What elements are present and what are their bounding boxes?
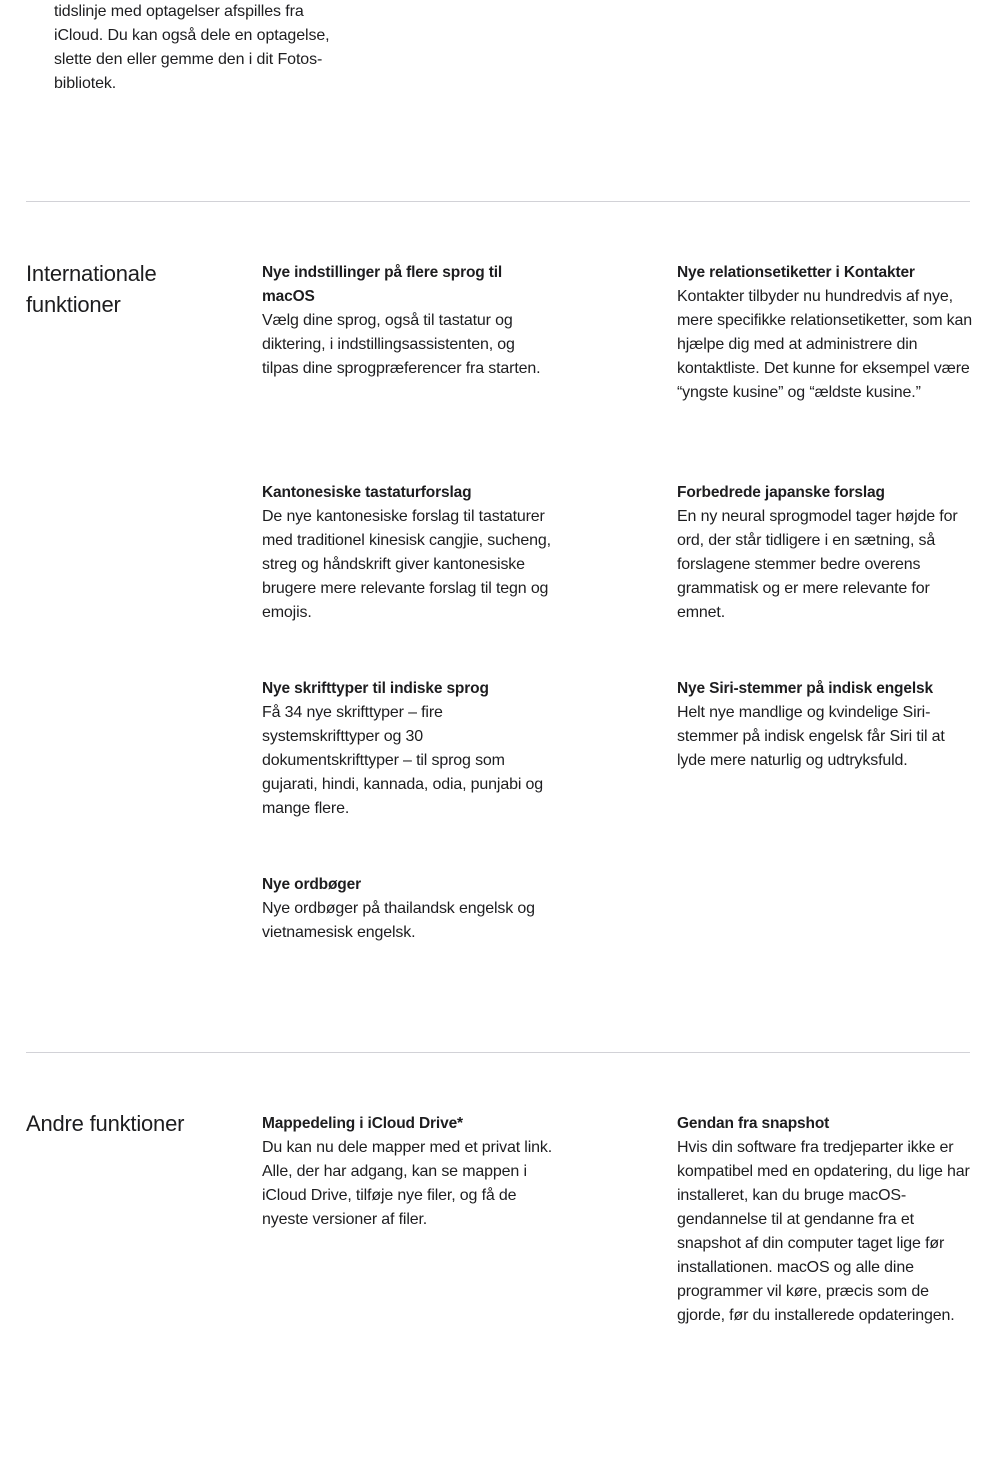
feature-title: Forbedrede japanske forslag (677, 484, 885, 501)
feature-japanese-suggestions (677, 481, 973, 625)
feature-multilanguage-setup (262, 261, 552, 381)
feature-icloud-folder-sharing (262, 1112, 552, 1232)
feature-title: Nye ordbøger (262, 876, 361, 893)
section-divider (26, 1052, 970, 1053)
feature-title: Nye relationsetiketter i Kontakter (677, 264, 915, 281)
feature-relationship-labels (677, 261, 973, 405)
section-divider (26, 201, 970, 202)
feature-text: Hvis din software fra tredjeparter ikke er kompatibel med en opdatering, du lige har installeret, kan du bruge macOS-gendannelse til at gendanne fra et snapshot af din computer taget lige før installationen. macOS og alle dine programmer vil køre, præcis som de gjorde, før du installerede opdateringen. (677, 1139, 970, 1324)
section-title-international: Internationale funktioner (26, 261, 157, 317)
section-title-other: Andre funktioner (26, 1111, 185, 1136)
feature-new-dictionaries (262, 873, 552, 945)
feature-text: En ny neural sprogmodel tager højde for ord, der står tidligere i en sætning, så forslagene stemmer bedre overens grammatisk og er mere relevante for emnet. (677, 508, 958, 621)
feature-text: Du kan nu dele mapper med et privat link. Alle, der har adgang, kan se mappen i iCloud Drive, tilføje nye filer, og få de nyeste versioner af filer. (262, 1139, 553, 1228)
feature-text: De nye kantonesiske forslag til tastaturer med traditionel kinesisk cangjie, sucheng, streg og håndskrift giver kantonesiske brugere mere relevante forslag til tegn og emojis. (262, 508, 551, 621)
feature-text: Kontakter tilbyder nu hundredvis af nye, mere specifikke relationsetiketter, som kan hjælpe dig med at administrere din kontaktliste. Det kunne for eksempel være “yngste kusine” og “ældste kusine.” (677, 288, 973, 401)
feature-restore-snapshot (677, 1112, 973, 1328)
feature-title: Nye indstillinger på flere sprog til macOS (262, 264, 503, 305)
feature-text: Helt nye mandlige og kvindelige Siri-stemmer på indisk engelsk får Siri til at lyde mere naturlig og udtryksfuld. (677, 704, 945, 769)
feature-text: Vælg dine sprog, også til tastatur og diktering, i indstillingsassistenten, og tilpas dine sprogpræferencer fra starten. (262, 312, 541, 377)
feature-title: Nye Siri-stemmer på indisk engelsk (677, 680, 933, 697)
intro-paragraph: tidslinje med optagelser afspilles fra iCloud. Du kan også dele en optagelse, slette den eller gemme den i dit Fotos-bibliotek. (54, 3, 330, 92)
feature-indian-fonts (262, 677, 552, 821)
feature-title: Nye skrifttyper til indiske sprog (262, 680, 489, 697)
feature-title: Gendan fra snapshot (677, 1115, 830, 1132)
feature-text: Nye ordbøger på thailandsk engelsk og vietnamesisk engelsk. (262, 900, 535, 941)
feature-text: Få 34 nye skrifttyper – fire systemskrifttyper og 30 dokumentskrifttyper – til sprog som gujarati, hindi, kannada, odia, punjabi og mange flere. (262, 704, 544, 817)
feature-title: Kantonesiske tastaturforslag (262, 484, 472, 501)
feature-title: Mappedeling i iCloud Drive* (262, 1115, 463, 1132)
feature-siri-indian-english (677, 677, 973, 773)
feature-cantonese-keyboard (262, 481, 552, 625)
